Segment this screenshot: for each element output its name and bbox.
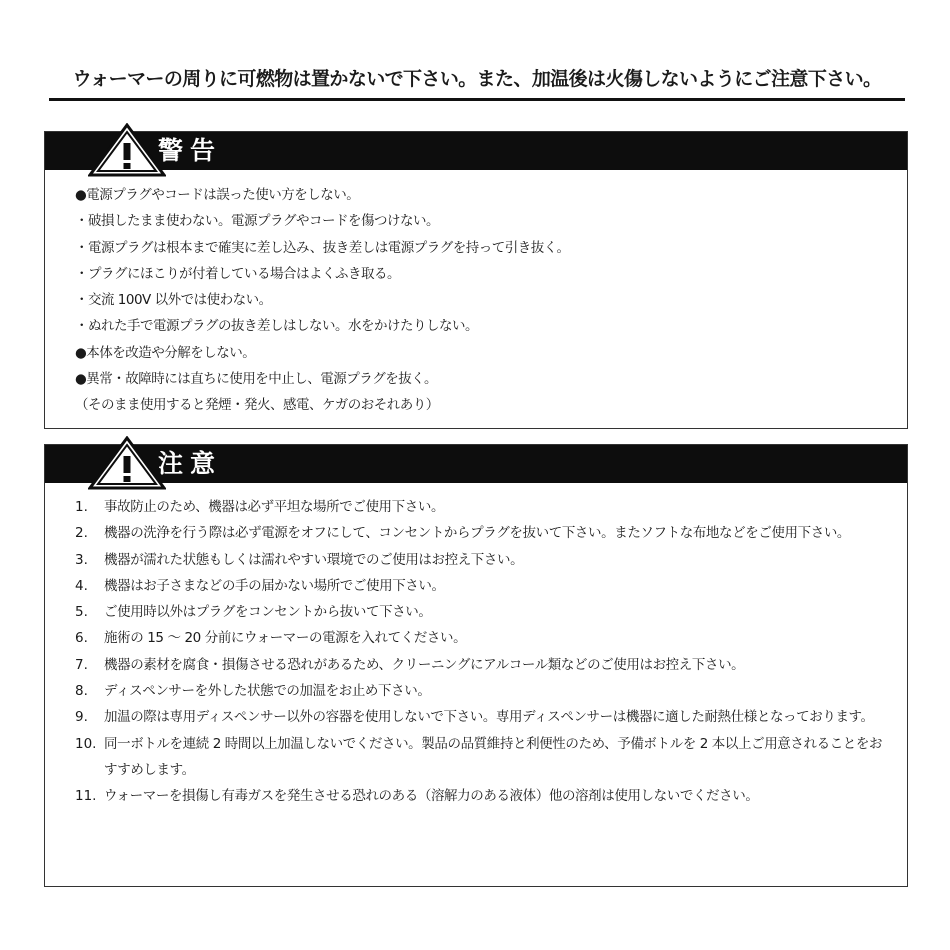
item-number: 10. xyxy=(75,735,97,752)
caution-item xyxy=(45,731,907,784)
item-number: 5. xyxy=(75,604,88,621)
item-number: 7. xyxy=(75,656,88,673)
item-text: 機器が濡れた状態もしくは濡れやすい環境でのご使用はお控え下さい。 xyxy=(104,551,524,568)
warning-item: ●電源プラグやコードは誤った使い方をしない。 xyxy=(75,187,360,203)
warning-item: ・交流 100V 以外では使わない。 xyxy=(75,292,272,309)
item-text: 機器はお子さまなどの手の届かない場所でご使用下さい。 xyxy=(104,577,445,594)
item-number: 6. xyxy=(75,630,88,647)
caution-item xyxy=(45,599,907,625)
item-text: 加温の際は専用ディスペンサー以外の容器を使用しないで下さい。専用ディスペンサーは機器に適した耐熱仕様となっております。 xyxy=(104,709,874,726)
item-text: ご使用時以外はプラグをコンセントから抜いて下さい。 xyxy=(104,604,432,621)
warning-item: ・破損したまま使わない。電源プラグやコードを傷つけない。 xyxy=(75,213,439,230)
caution-title: 注意 xyxy=(158,449,223,478)
item-number: 3. xyxy=(75,551,88,568)
item-number: 9. xyxy=(75,709,88,726)
caution-item xyxy=(45,652,907,678)
caution-item xyxy=(45,625,907,651)
warning-title: 警告 xyxy=(158,136,223,165)
item-number: 1. xyxy=(75,499,88,515)
warning-item: ・ぬれた手で電源プラグの抜き差しはしない。水をかけたりしない。 xyxy=(75,318,478,335)
caution-item xyxy=(45,520,907,546)
item-text: 施術の 15 ～ 20 分前にウォーマーの電源を入れてください。 xyxy=(104,630,467,647)
item-number: 11. xyxy=(75,788,97,805)
caution-item xyxy=(45,573,907,599)
item-number: 8. xyxy=(75,683,88,700)
headline-underline xyxy=(49,98,905,101)
caution-item xyxy=(45,494,907,520)
item-number: 2. xyxy=(75,525,88,542)
caution-list xyxy=(45,483,907,810)
caution-box xyxy=(44,444,908,887)
item-text: 事故防止のため、機器は必ず平坦な場所でご使用下さい。 xyxy=(104,499,445,515)
item-text: ディスペンサーを外した状態での加温をお止め下さい。 xyxy=(104,683,431,700)
warning-box xyxy=(44,131,908,429)
page-headline: ウォーマーの周りに可燃物は置かないで下さい。また、加温後は火傷しないようにご注意下さい。 xyxy=(72,68,882,90)
exclamation-triangle-icon xyxy=(88,123,166,177)
caution-item xyxy=(45,678,907,704)
warning-item: ・電源プラグは根本まで確実に差し込み、抜き差しは電源プラグを持って引き抜く。 xyxy=(75,239,570,256)
item-number: 4. xyxy=(75,577,88,594)
item-text: ウォーマーを損傷し有毒ガスを発生させる恐れのある（溶解力のある液体）他の溶剤は使用しないでください。 xyxy=(104,788,759,805)
item-text: 機器の素材を腐食・損傷させる恐れがあるため、クリーニングにアルコール類などのご使用はお控え下さい。 xyxy=(104,656,745,673)
caution-header xyxy=(45,445,907,483)
caution-item xyxy=(45,783,907,809)
caution-item xyxy=(45,704,907,730)
warning-item: ・プラグにほこりが付着している場合はよくふき取る。 xyxy=(75,265,400,282)
warning-header xyxy=(45,132,907,170)
caution-item xyxy=(45,547,907,573)
warning-list xyxy=(45,170,907,419)
exclamation-triangle-icon xyxy=(88,436,166,490)
item-text: 機器の洗浄を行う際は必ず電源をオフにして、コンセントからプラグを抜いて下さい。またソフトな布地などをご使用下さい。 xyxy=(104,525,851,542)
warning-note: （そのまま使用すると発煙・発火、感電、ケガのおそれあり） xyxy=(75,397,439,414)
warning-item: ●本体を改造や分解をしない。 xyxy=(75,344,256,361)
warning-item: ●異常・故障時には直ちに使用を中止し、電源プラグを抜く。 xyxy=(75,371,438,388)
item-text: 同一ボトルを連続 2 時間以上加温しないでください。製品の品質維持と利便性のため、予備ボトルを 2 本以上ご用意されることをおすすめします。 xyxy=(104,735,883,778)
